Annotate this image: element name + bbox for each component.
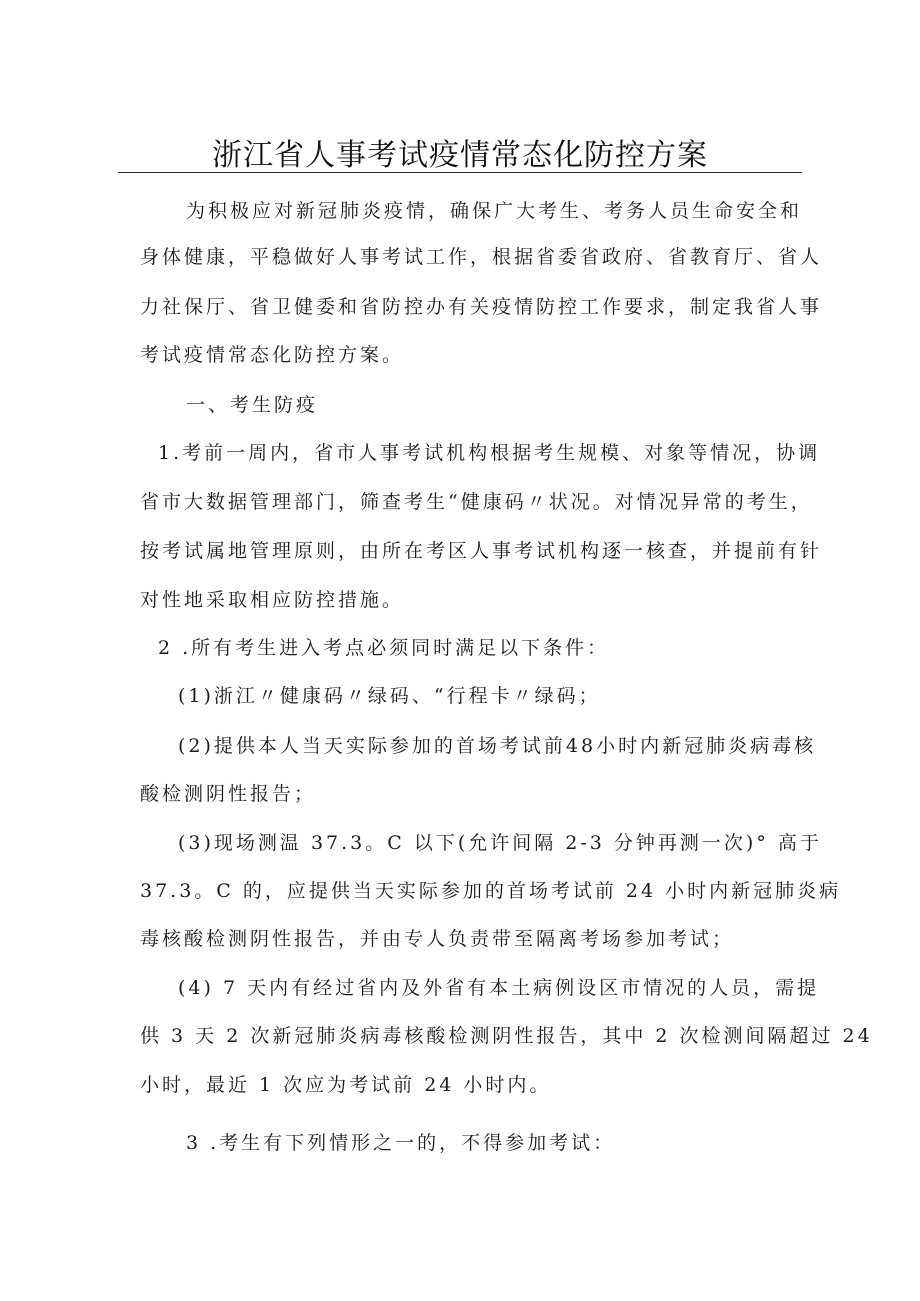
list-item-line: 酸检测阴性报告；	[140, 783, 317, 805]
paragraph-line: 考试疫情常态化防控方案。	[140, 344, 405, 366]
paragraph-line: 1.考前一周内，省市人事考试机构根据考生规模、对象等情况，协调	[158, 442, 821, 464]
list-item-line: 供 3 天 2 次新冠肺炎病毒核酸检测阴性报告，其中 2 次检测间隔超过 24	[140, 1025, 873, 1047]
list-item-line: (2)提供本人当天实际参加的首场考试前48小时内新冠肺炎病毒核	[178, 735, 817, 757]
list-item-line: (3)现场测温 37.3。C 以下(允许间隔 2-3 分钟再测一次)° 高于	[178, 832, 822, 854]
paragraph-line: 省市大数据管理部门，筛查考生“健康码〃状况。对情况异常的考生，	[140, 491, 813, 513]
paragraph-line: 3 .考生有下列情形之一的，不得参加考试：	[186, 1132, 616, 1154]
section-heading: 一、考生防疫	[186, 394, 319, 416]
list-item-line: 37.3。C 的，应提供当天实际参加的首场考试前 24 小时内新冠肺炎病	[140, 880, 842, 902]
paragraph-line: 为积极应对新冠肺炎疫情，确保广大考生、考务人员生命安全和	[186, 200, 803, 222]
title-underline	[118, 172, 802, 173]
document-title: 浙江省人事考试疫情常态化防控方案	[212, 138, 708, 173]
list-item-line: 小时，最近 1 次应为考试前 24 小时内。	[140, 1074, 552, 1096]
paragraph-line: 对性地采取相应防控措施。	[140, 589, 405, 611]
list-item-line: (1)浙江〃健康码〃绿码、“行程卡〃绿码；	[178, 685, 601, 707]
paragraph-line: 力社保厅、省卫健委和省防控办有关疫情防控工作要求，制定我省人事	[140, 296, 823, 318]
list-item-line: (4) 7 天内有经过省内及外省有本土病例设区市情况的人员，需提	[178, 977, 820, 999]
paragraph-line: 2 .所有考生进入考点必须同时满足以下条件：	[158, 637, 610, 659]
list-item-line: 毒核酸检测阴性报告，并由专人负责带至隔离考场参加考试；	[140, 928, 735, 950]
paragraph-line: 身体健康，平稳做好人事考试工作，根据省委省政府、省教育厅、省人	[140, 246, 823, 268]
paragraph-line: 按考试属地管理原则，由所在考区人事考试机构逐一核查，并提前有针	[140, 540, 823, 562]
